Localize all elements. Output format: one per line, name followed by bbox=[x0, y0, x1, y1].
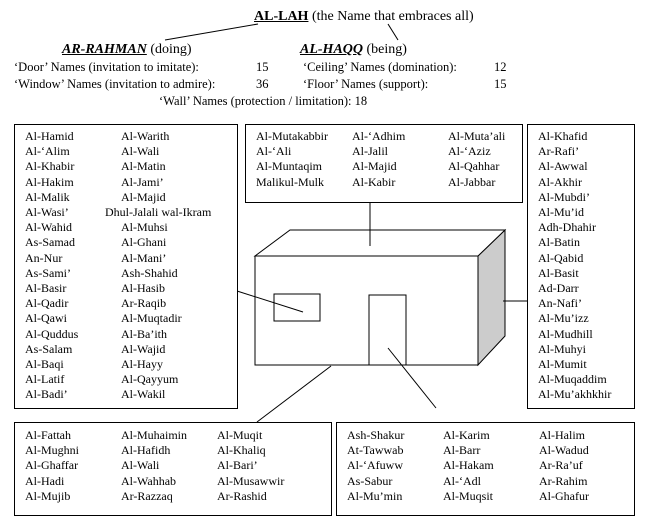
name-item: As-Sami’ bbox=[25, 265, 71, 280]
main-title: AL-LAH (the Name that embraces all) bbox=[254, 9, 474, 24]
name-item: Al-Fattah bbox=[25, 428, 71, 442]
name-item: Al-‘Alim bbox=[25, 144, 70, 159]
window-names-box bbox=[14, 124, 238, 409]
wall-label: ‘Wall’ Names (protection / limitation): 18 bbox=[159, 94, 368, 108]
name-item: Al-Batin bbox=[538, 235, 580, 250]
name-item: Al-Muqsit bbox=[443, 488, 494, 503]
name-item: Al-‘Aziz bbox=[448, 144, 491, 159]
name-item: Al-Majid bbox=[121, 189, 166, 204]
door-count: 15 bbox=[256, 60, 269, 74]
name-item: Al-Hadi bbox=[25, 473, 65, 488]
name-item: Al-Wajid bbox=[121, 341, 166, 356]
name-item: Al-Khafid bbox=[538, 129, 588, 143]
name-item: At-Tawwab bbox=[347, 443, 404, 458]
name-item: Al-Wadud bbox=[539, 443, 589, 458]
name-item: Al-Malik bbox=[25, 189, 70, 204]
name-item: Al-Mu’akhkhir bbox=[538, 387, 612, 402]
name-item: Ar-Rafi’ bbox=[538, 144, 580, 159]
name-item: Al-Hakim bbox=[25, 174, 74, 189]
name-item: Dhul-Jalali wal-Ikram bbox=[105, 205, 212, 220]
name-item: Ad-Darr bbox=[538, 281, 579, 296]
name-item: Al-Mu’id bbox=[538, 205, 584, 220]
door-col-2 bbox=[443, 428, 494, 504]
name-item: Al-Majid bbox=[352, 159, 397, 174]
name-item: Al-Qawi bbox=[25, 311, 67, 326]
name-item: Al-Muqaddim bbox=[538, 372, 607, 387]
name-item: Al-Wakil bbox=[121, 387, 166, 402]
name-item: Al-Hayy bbox=[121, 357, 163, 372]
door-names-box bbox=[336, 422, 635, 516]
name-item: An-Nafi’ bbox=[538, 296, 582, 311]
name-item: Al-Barr bbox=[443, 443, 481, 458]
name-item: Al-Ghafur bbox=[539, 488, 589, 503]
floor-count: 15 bbox=[494, 77, 507, 91]
name-item: Al-Hasib bbox=[121, 281, 165, 296]
floor-col-1 bbox=[25, 428, 79, 504]
door-label: ‘Door’ Names (invitation to imitate): bbox=[14, 60, 199, 74]
name-item: Al-Muhyi bbox=[538, 341, 586, 356]
name-item: Al-Hafidh bbox=[121, 443, 171, 458]
name-item: Al-Mumit bbox=[538, 357, 587, 372]
name-item: Al-Hakam bbox=[443, 458, 494, 473]
door-col-3 bbox=[539, 428, 589, 504]
name-item: Al-Ghaffar bbox=[25, 458, 79, 473]
name-item: Al-Ba’ith bbox=[121, 326, 167, 341]
name-item: Ar-Razzaq bbox=[121, 488, 173, 503]
house-door bbox=[369, 295, 406, 365]
name-item: Al-Qahhar bbox=[448, 159, 500, 174]
floor-col-3 bbox=[217, 428, 284, 504]
name-item: Al-Mughni bbox=[25, 443, 79, 458]
name-item: Al-Warith bbox=[121, 129, 170, 143]
name-item: Al-Wali bbox=[121, 458, 160, 473]
door-col-1 bbox=[347, 428, 404, 504]
name-item: Al-Muhaimin bbox=[121, 428, 187, 442]
name-item: Al-Muqit bbox=[217, 428, 263, 442]
name-item: Al-Mubdi’ bbox=[538, 189, 590, 204]
window-count: 36 bbox=[256, 77, 269, 91]
name-item: Al-Badi’ bbox=[25, 387, 68, 402]
name-item: Al-Muntaqim bbox=[256, 159, 322, 174]
name-item: Al-Basir bbox=[25, 281, 67, 296]
left-heading: AR-RAHMAN (doing) bbox=[62, 42, 192, 57]
ceiling-col-2 bbox=[352, 129, 405, 190]
name-item: Al-Qayyum bbox=[121, 372, 179, 387]
title-left-connector bbox=[165, 24, 258, 40]
name-item: Al-Latif bbox=[25, 372, 65, 387]
window-label: ‘Window’ Names (invitation to admire): bbox=[14, 77, 216, 91]
wall-names-box bbox=[527, 124, 635, 409]
name-item: Al-Khabir bbox=[25, 159, 75, 174]
name-item: Al-Jami’ bbox=[121, 174, 164, 189]
name-item: Ar-Ra’uf bbox=[539, 458, 583, 473]
name-item: Al-Karim bbox=[443, 428, 490, 442]
floor-label: ‘Floor’ Names (support): bbox=[303, 77, 429, 91]
name-item: Al-Jalil bbox=[352, 144, 388, 159]
name-item: Al-‘Adhim bbox=[352, 129, 406, 143]
house-top-face bbox=[255, 230, 505, 256]
floor-names-box bbox=[14, 422, 332, 516]
name-item: Al-Mu’min bbox=[347, 488, 403, 503]
name-item: Al-Mani’ bbox=[121, 250, 167, 265]
name-item: Al-Qabid bbox=[538, 250, 584, 265]
name-item: As-Salam bbox=[25, 341, 73, 356]
name-item: Al-Musawwir bbox=[217, 473, 285, 488]
name-item: Al-Mutakabbir bbox=[256, 129, 328, 143]
window-col-1 bbox=[25, 129, 78, 403]
name-item: An-Nur bbox=[25, 250, 63, 265]
name-item: Al-Basit bbox=[538, 265, 579, 280]
window-col-2 bbox=[105, 129, 211, 403]
ceiling-label: ‘Ceiling’ Names (domination): bbox=[303, 60, 457, 74]
wall-count: 18 bbox=[354, 94, 368, 108]
name-item: Ar-Raqib bbox=[121, 296, 167, 311]
name-item: Al-Wali bbox=[121, 144, 160, 159]
floor-pointer bbox=[257, 366, 331, 422]
name-item: Al-Wahid bbox=[25, 220, 73, 235]
name-item: Ash-Shakur bbox=[347, 428, 405, 442]
name-item: Al-Mujib bbox=[25, 488, 71, 503]
right-heading: AL-HAQQ (being) bbox=[300, 42, 407, 57]
name-item: Ash-Shahid bbox=[121, 265, 178, 280]
name-item: Al-‘Afuww bbox=[347, 458, 403, 473]
name-item: Al-Quddus bbox=[25, 326, 79, 341]
name-item: Adh-Dhahir bbox=[538, 220, 596, 235]
name-item: Al-‘Ali bbox=[256, 144, 292, 159]
title-right-connector bbox=[388, 24, 398, 40]
name-item: Al-Awwal bbox=[538, 159, 588, 174]
name-item: Al-Ghani bbox=[121, 235, 167, 250]
name-item: Al-Hamid bbox=[25, 129, 74, 143]
name-item: Malikul-Mulk bbox=[256, 174, 324, 189]
name-item: Al-Qadir bbox=[25, 296, 69, 311]
name-item: Al-Muhsi bbox=[121, 220, 168, 235]
ceiling-count: 12 bbox=[494, 60, 507, 74]
wall-col-1 bbox=[538, 129, 611, 403]
name-item: Al-Muqtadir bbox=[121, 311, 182, 326]
name-item: Al-Mu’izz bbox=[538, 311, 589, 326]
name-item: Al-Akhir bbox=[538, 174, 582, 189]
name-item: Al-Wahhab bbox=[121, 473, 177, 488]
house-window bbox=[274, 294, 320, 321]
ceiling-names-box bbox=[245, 124, 523, 203]
name-item: Al-Muta’ali bbox=[448, 129, 506, 143]
name-item: Al-Khaliq bbox=[217, 443, 266, 458]
name-item: Al-Baqi bbox=[25, 357, 64, 372]
name-item: Al-Kabir bbox=[352, 174, 396, 189]
name-item: Al-Mudhill bbox=[538, 326, 593, 341]
name-item: Ar-Rashid bbox=[217, 488, 267, 503]
ceiling-col-1 bbox=[256, 129, 328, 190]
ceiling-col-3 bbox=[448, 129, 505, 190]
name-item: Al-Wasi’ bbox=[25, 205, 69, 220]
name-item: Al-Matin bbox=[121, 159, 166, 174]
name-item: As-Samad bbox=[25, 235, 75, 250]
name-item: Al-Halim bbox=[539, 428, 585, 442]
name-item: Al-Jabbar bbox=[448, 174, 496, 189]
name-item: Al-Bari’ bbox=[217, 458, 258, 473]
name-item: As-Sabur bbox=[347, 473, 393, 488]
floor-col-2 bbox=[121, 428, 187, 504]
name-item: Al-‘Adl bbox=[443, 473, 481, 488]
name-item: Ar-Rahim bbox=[539, 473, 588, 488]
